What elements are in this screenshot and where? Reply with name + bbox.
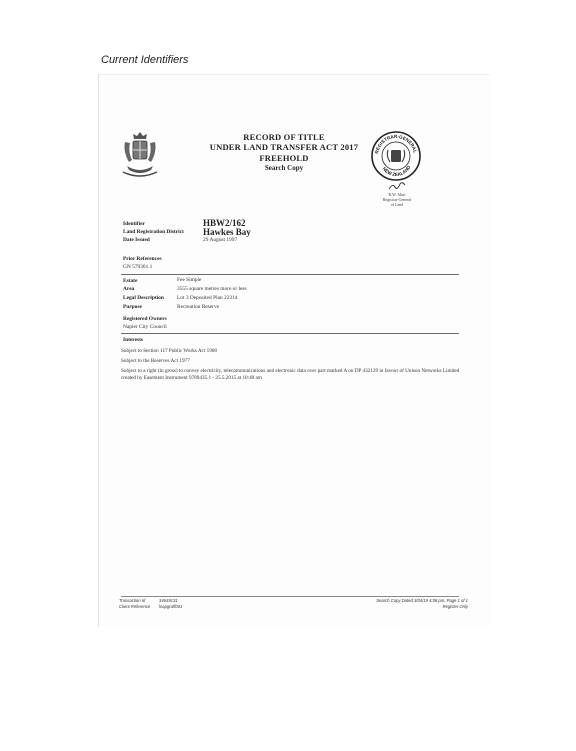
area-label: Area bbox=[123, 286, 135, 292]
registrar-general-seal-icon bbox=[370, 130, 422, 182]
purpose-value: Recreation Reserve bbox=[177, 304, 220, 310]
divider bbox=[121, 274, 459, 275]
prior-references-value: GN 579301.1 bbox=[123, 264, 153, 270]
record-of-title-document bbox=[98, 74, 490, 627]
title-line-3: FREEHOLD bbox=[259, 153, 309, 163]
title-line-1: RECORD OF TITLE bbox=[243, 132, 325, 142]
footer-divider bbox=[121, 596, 459, 597]
interests-label: Interests bbox=[123, 337, 143, 343]
identifier-label: Identifier bbox=[123, 221, 145, 227]
estate-label: Estate bbox=[123, 278, 138, 284]
signature-icon bbox=[388, 181, 406, 191]
date-issued-label: Date Issued bbox=[123, 237, 150, 243]
page-section-title: Current Identifiers bbox=[101, 54, 189, 66]
district-value: Hawkes Bay bbox=[203, 227, 251, 237]
seal-text-bottom: NEW ZEALAND bbox=[381, 164, 412, 178]
footer-transaction-value: 34649131 bbox=[159, 598, 178, 603]
footer-client-value: lnapgraff001 bbox=[159, 604, 183, 609]
signatory-title-2: of Land bbox=[390, 202, 404, 207]
registered-owners-label: Registered Owners bbox=[123, 316, 167, 322]
footer-client-label: Client Reference bbox=[119, 604, 151, 609]
prior-references-label: Prior References bbox=[123, 256, 162, 262]
date-issued-value: 29 August 1997 bbox=[203, 237, 238, 243]
legal-description-value: Lot 3 Deposited Plan 22314 bbox=[177, 295, 238, 301]
interest-item-1: Subject to Section 117 Public Works Act 1908 bbox=[121, 348, 217, 354]
interest-item-2: Subject to the Reserves Act 1977 bbox=[121, 358, 190, 364]
seal-text-top: REGISTRAR-GENERAL bbox=[374, 133, 418, 155]
footer-search-copy-dated: Search Copy Dated 3/04/19 4:08 pm, Page 1 of 1 bbox=[376, 598, 468, 603]
purpose-label: Purpose bbox=[123, 304, 142, 310]
estate-value: Fee Simple bbox=[177, 277, 202, 283]
copy-type: Search Copy bbox=[264, 164, 304, 172]
registered-owners-value: Napier City Council bbox=[123, 324, 167, 330]
coat-of-arms-icon bbox=[119, 130, 161, 180]
signatory-name: R.W. Muir bbox=[388, 192, 406, 197]
divider bbox=[121, 333, 459, 334]
identifier-value: HBW2/162 bbox=[203, 218, 246, 228]
district-label: Land Registration District bbox=[123, 229, 184, 235]
legal-description-label: Legal Description bbox=[123, 295, 164, 301]
title-line-2: UNDER LAND TRANSFER ACT 2017 bbox=[209, 142, 359, 152]
footer-transaction-label: Transaction Id bbox=[119, 598, 146, 603]
area-value: 3555 square metres more or less bbox=[177, 286, 247, 292]
footer-register-only: Register Only bbox=[442, 604, 468, 609]
interest-item-3: Subject to a right (in gross) to convey electricity, telecommunications and electronic data over part marked A on DP 432129 in favour of Unison Networks Limited created by Easement Instrument 9789435.1 - 25.5.2015 at 10:40 am bbox=[121, 368, 460, 381]
signatory-title-1: Registrar-General bbox=[382, 197, 412, 202]
